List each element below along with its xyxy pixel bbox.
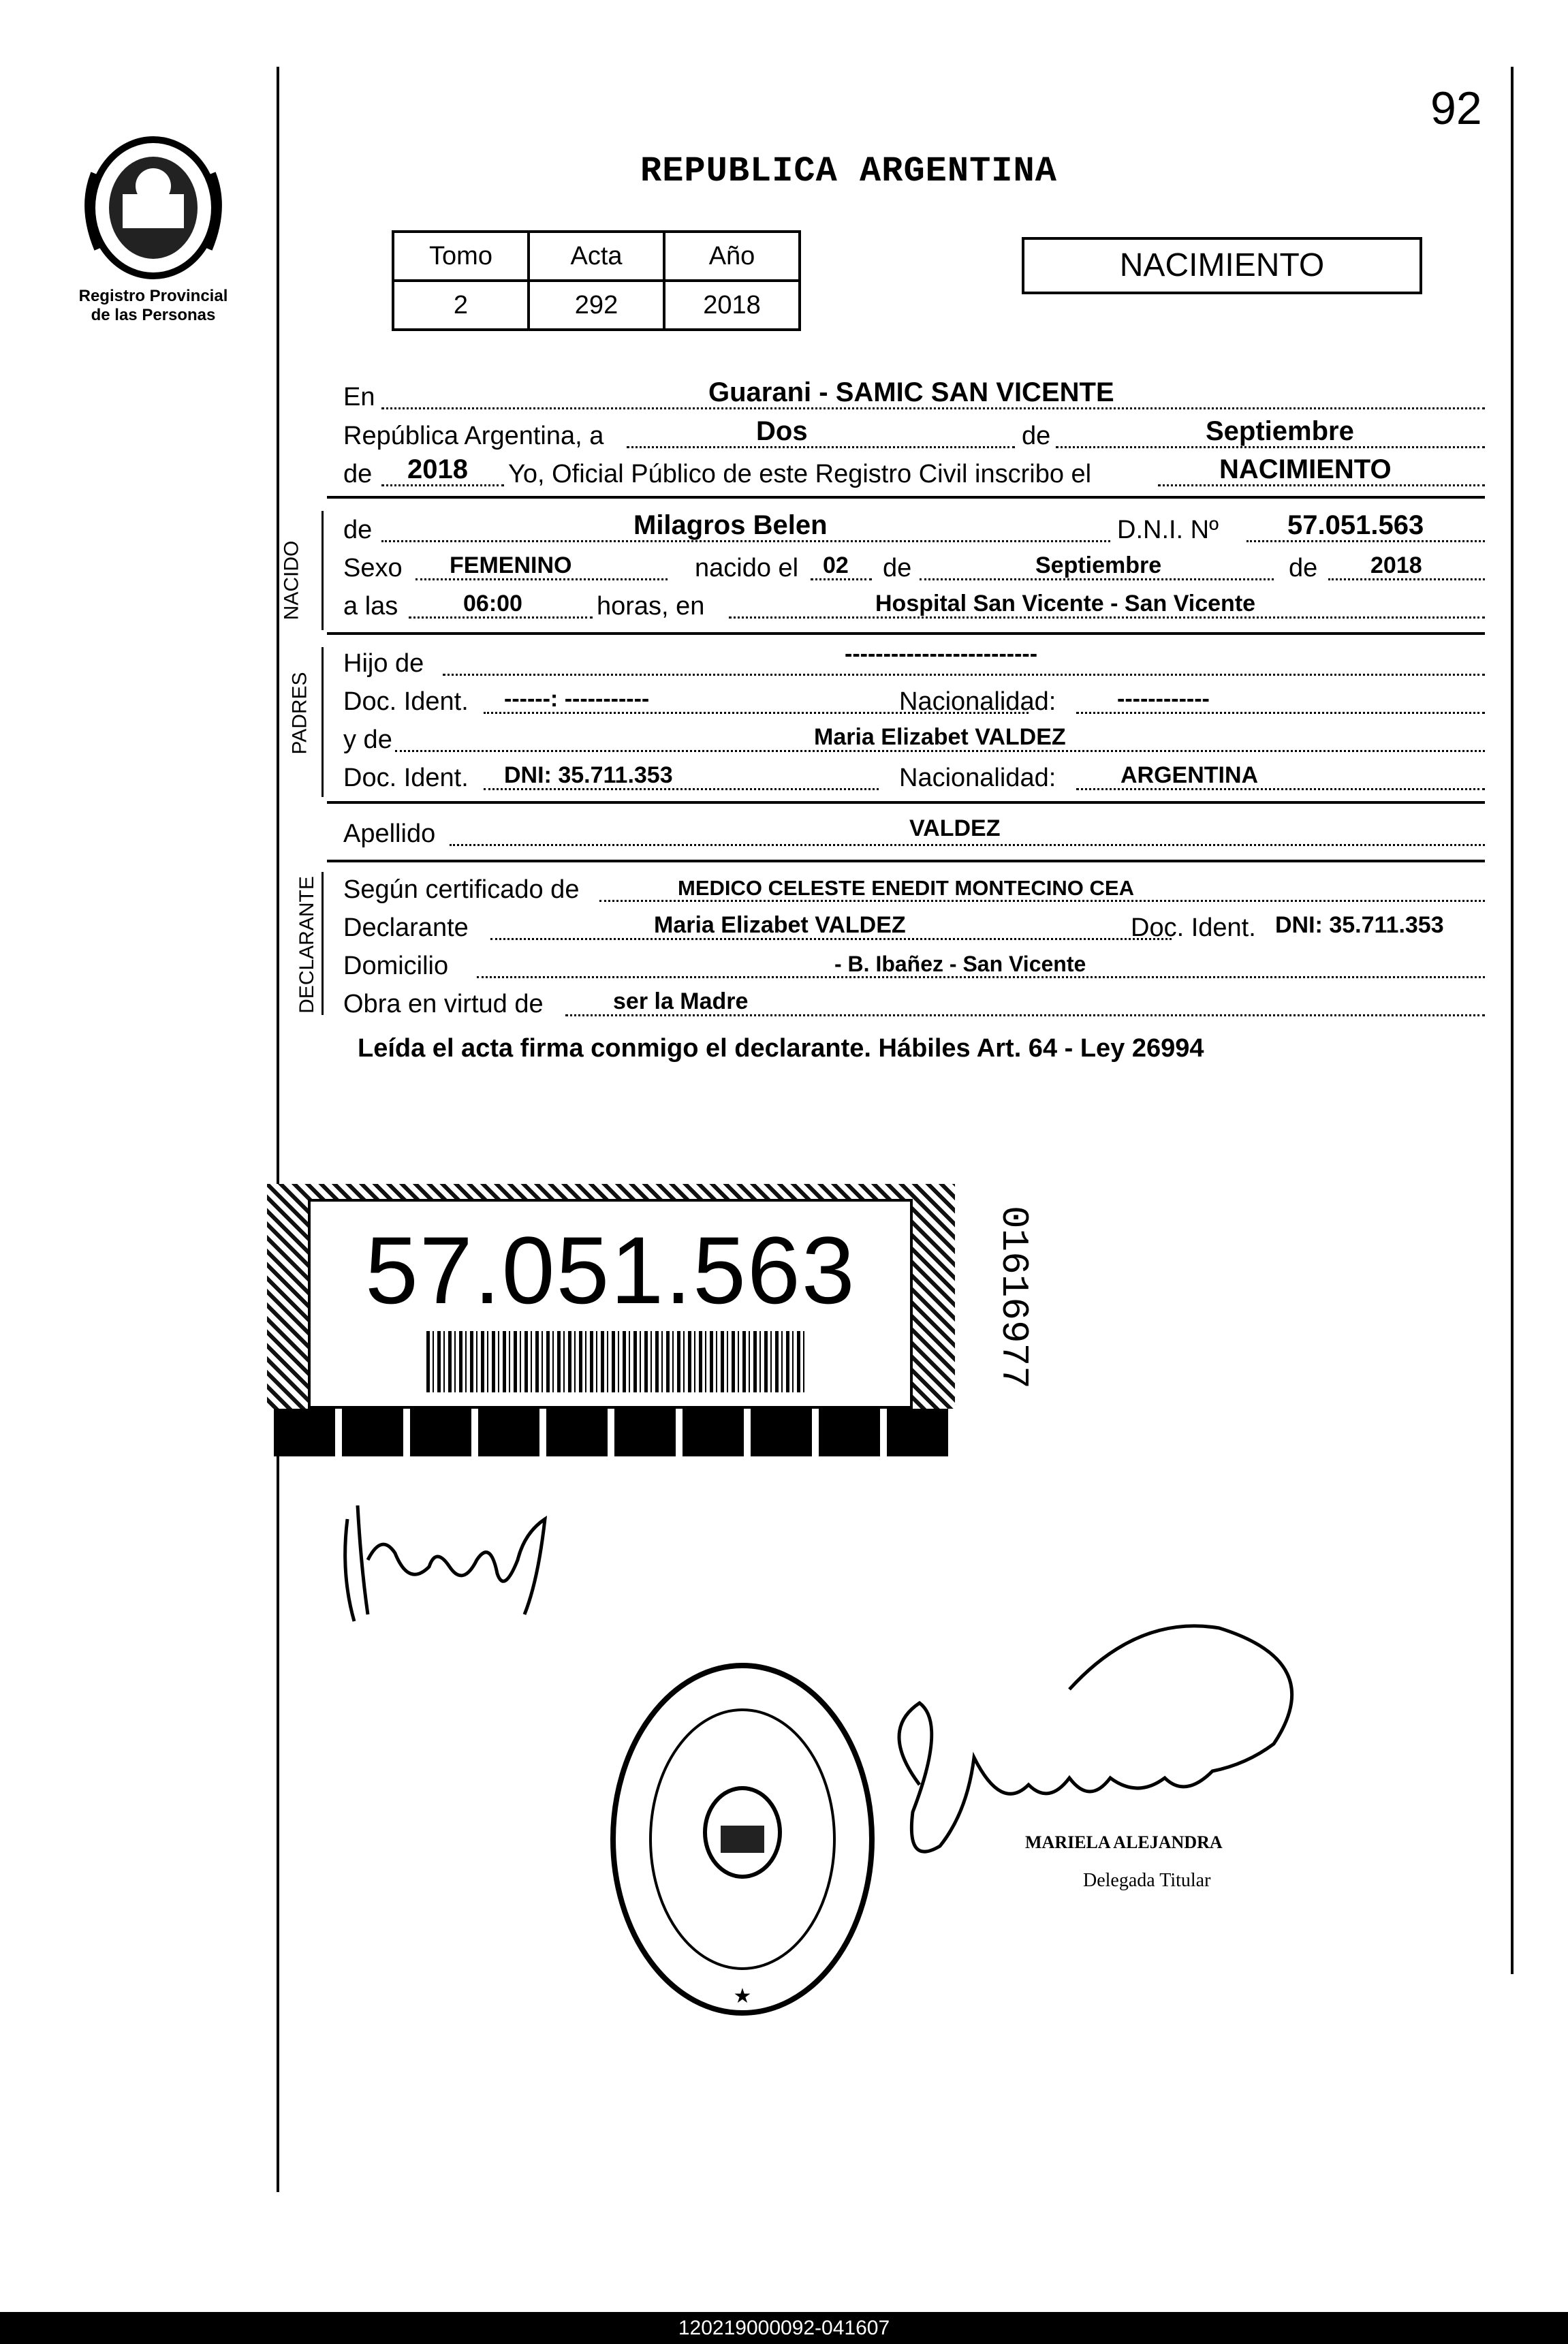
dotted-line [450,844,1485,846]
value-birth-place: Hospital San Vicente - San Vicente [875,591,1256,616]
value-birth-day: 02 [823,552,849,578]
left-margin-line [277,67,279,2192]
label-doc-ident: Doc. Ident. [343,687,469,716]
value-father-name: ------------------------- [845,641,1038,667]
row-apellido [341,815,1485,853]
value-declarante-doc: DNI: 35.711.353 [1275,912,1444,938]
officer-title: Delegada Titular [1083,1870,1211,1891]
dni-sticker [267,1184,955,1456]
row-certificado [341,871,1485,909]
value-obra: ser la Madre [613,988,749,1014]
label-hijo-de: Hijo de [343,649,424,678]
label-nacionalidad: Nacionalidad: [899,764,1056,792]
value-father-doc: ------: ----------- [504,686,650,712]
value-mother-name: Maria Elizabet VALDEZ [814,724,1066,750]
label-horas: horas, en [597,592,705,621]
label-republica: República Argentina, a [343,422,604,450]
value-apellido: VALDEZ [909,815,1001,841]
dni-sticker-label [308,1199,913,1409]
value-birth-year: 2018 [1370,552,1422,578]
value-child-name: Milagros Belen [633,510,828,540]
value-child-dni: 57.051.563 [1287,510,1424,540]
label-nacionalidad: Nacionalidad: [899,687,1056,716]
value-mother-doc: DNI: 35.711.353 [504,762,673,788]
country-heading: REPUBLICA ARGENTINA [640,151,1057,191]
label-nacido-el: nacido el [695,554,799,582]
org-name-line1: Registro Provincial [78,287,228,305]
value-en: Guarani - SAMIC SAN VICENTE [708,377,1114,407]
header-anio: Año [664,232,800,281]
value-certificado: MEDICO CELESTE ENEDIT MONTECINO CEA [678,876,1134,900]
label-de: de [883,554,912,582]
right-margin-line [1511,67,1514,1974]
row-nacido-name [341,511,1485,549]
value-inscribo: NACIMIENTO [1219,454,1392,484]
label-y-de: y de [343,725,392,754]
value-father-nationality: ------------ [1117,686,1210,712]
label-certificado: Según certificado de [343,875,580,904]
label-apellido: Apellido [343,819,436,848]
sticker-pattern [267,1409,955,1456]
row-y-de [341,721,1485,759]
closing-statement: Leída el acta firma conmigo el declarante. Hábiles Art. 64 - Ley 26994 [358,1034,1204,1063]
header-acta: Acta [529,232,664,281]
side-serial-box [974,1206,1042,1389]
section-divider [327,860,1485,862]
label-obra: Obra en virtud de [343,990,544,1018]
label-dni: D.N.I. Nº [1117,516,1219,544]
footer-document-code: 120219000092-041607 [0,2312,1568,2344]
label-a-las: a las [343,592,398,621]
section-bracket [322,647,324,797]
label-domicilio: Domicilio [343,952,449,980]
row-father-doc [341,683,1485,721]
value-mother-nationality: ARGENTINA [1120,762,1259,788]
row-republica [341,417,1485,455]
row-declarante [341,909,1485,947]
org-name [75,287,232,325]
value-declarante-name: Maria Elizabet VALDEZ [654,912,906,938]
side-serial-number: 01616977 [992,1206,1035,1389]
dotted-line [443,674,1485,676]
value-acta: 292 [529,281,664,330]
value-sexo: FEMENINO [450,552,572,578]
label-de: de [1022,422,1051,450]
section-divider [327,632,1485,635]
label-doc-ident: Doc. Ident. [1131,913,1256,942]
section-divider [327,496,1485,499]
section-bracket [322,511,324,630]
org-name-line2: de las Personas [91,306,216,324]
value-domicilio: - B. Ibañez - San Vicente [834,952,1086,976]
value-hour: 06:00 [463,591,522,616]
value-birth-month: Septiembre [1035,552,1162,578]
record-table [392,230,801,331]
section-bracket [322,872,324,1015]
label-oficial: Yo, Oficial Público de este Registro Civil inscribo el [508,460,1092,488]
header-tomo: Tomo [393,232,529,281]
barcode-icon [426,1331,808,1392]
section-label-declarante: DECLARANTE [295,876,318,1014]
row-obra [341,985,1485,1023]
section-label-padres: PADRES [288,672,311,755]
svg-text:★: ★ [733,1985,752,2007]
officer-name: MARIELA ALEJANDRA [1025,1832,1223,1852]
declarant-signature [320,1478,579,1635]
dotted-line [627,446,1015,448]
record-type-box: NACIMIENTO [1022,237,1422,294]
row-hijo-de [341,641,1485,683]
value-tomo: 2 [393,281,529,330]
label-en: En [343,383,375,411]
province-seal-icon [82,133,225,283]
dni-sticker-number: 57.051.563 [365,1217,856,1324]
province-seal-block [75,133,232,325]
row-mother-doc [341,759,1485,797]
section-divider [327,801,1485,804]
page-number: 92 [1430,82,1482,134]
row-domicilio [341,947,1485,985]
label-declarante: Declarante [343,913,469,942]
value-anio: 2018 [664,281,800,330]
section-label-nacido: NACIDO [280,540,303,621]
row-nacido-hora [341,587,1485,625]
row-en [341,378,1485,416]
value-month-text: Septiembre [1206,416,1354,446]
label-de: de [343,516,373,544]
value-day-text: Dos [756,416,808,446]
row-nacido-sexo [341,549,1485,587]
value-year: 2018 [407,454,468,484]
row-year [341,455,1485,493]
officer-signature [865,1608,1328,1907]
label-sexo: Sexo [343,554,403,582]
label-doc-ident: Doc. Ident. [343,764,469,792]
label-de: de [1289,554,1318,582]
label-year: de [343,460,373,488]
